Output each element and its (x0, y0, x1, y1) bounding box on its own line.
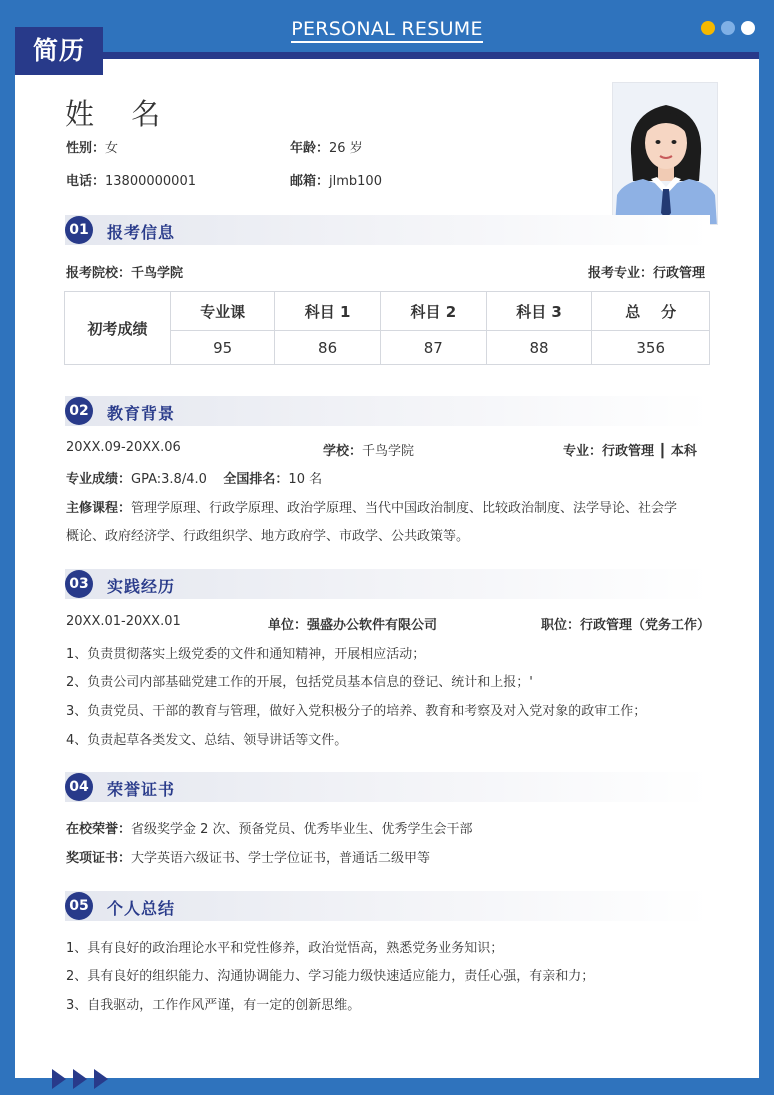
practice-period: 20XX.01-20XX.01 (66, 614, 181, 629)
section-number: 01 (65, 216, 93, 244)
score-header-row (65, 292, 710, 331)
score-value-cell: 87 (380, 331, 486, 365)
education-school: 学校：千鸟学院 (323, 444, 415, 459)
phone-field: 电话：13800000001 (66, 174, 196, 189)
score-header-cell: 科目 2 (380, 292, 486, 331)
section-number: 05 (65, 892, 93, 920)
section-header-honors (65, 772, 710, 802)
section-title: 实践经历 (107, 577, 176, 596)
decorative-dot-white (741, 21, 755, 35)
practice-item: 4、负责起草各类发文、总结、领导讲话等文件。 (66, 733, 348, 748)
decorative-dot-yellow (701, 21, 715, 35)
section-header-summary (65, 891, 710, 921)
decorative-arrow-icon (52, 1069, 66, 1089)
section-title: 荣誉证书 (107, 780, 176, 799)
practice-unit: 单位：强盛办公软件有限公司 (268, 618, 438, 633)
practice-item: 3、负责党员、干部的教育与管理，做好入党积极分子的培养、教育和考察及对入党对象的政审工作； (66, 704, 647, 719)
score-header-cell: 科目 1 (275, 292, 381, 331)
application-major: 报考专业：行政管理 (588, 266, 706, 281)
score-value-cell: 86 (275, 331, 381, 365)
resume-tag: 简历 (15, 27, 103, 75)
summary-item: 1、具有良好的政治理论水平和党性修养，政治觉悟高，熟悉党务业务知识； (66, 941, 504, 956)
score-header-cell: 科目 3 (486, 292, 592, 331)
application-school: 报考院校：千鸟学院 (66, 266, 184, 281)
score-value-cell: 356 (592, 331, 710, 365)
score-header-cell: 专业课 (171, 292, 275, 331)
honors-school: 在校荣誉：省级奖学金 2 次、预备党员、优秀毕业生、优秀学生会干部 (66, 822, 473, 837)
score-table (64, 291, 710, 365)
section-number: 02 (65, 397, 93, 425)
decorative-arrow-icon (73, 1069, 87, 1089)
candidate-name: 姓 名 (65, 97, 175, 131)
education-courses: 主修课程：管理学原理、行政学原理、政治学原理、当代中国政治制度、比较政治制度、法学导论、社会学 (66, 501, 678, 516)
section-header-practice (65, 569, 710, 599)
decorative-arrow-icon (94, 1069, 108, 1089)
section-title: 个人总结 (107, 899, 176, 918)
practice-position: 职位：行政管理（党务工作） (541, 618, 711, 633)
summary-item: 2、具有良好的组织能力、沟通协调能力、学习能力级快速适应能力，责任心强，有亲和力； (66, 969, 595, 984)
profile-photo (612, 82, 718, 225)
score-header-cell: 总 分 (592, 292, 710, 331)
section-header-education (65, 396, 710, 426)
section-number: 03 (65, 570, 93, 598)
age-field: 年龄：26 岁 (290, 141, 363, 156)
education-period: 20XX.09-20XX.06 (66, 440, 181, 455)
education-courses-cont: 概论、政府经济学、行政组织学、地方政府学、市政学、公共政策等。 (66, 529, 470, 544)
education-gpa: 专业成绩：GPA:3.8/4.0 全国排名：10 名 (66, 472, 323, 487)
practice-item: 1、负责贯彻落实上级党委的文件和通知精神，开展相应活动； (66, 647, 426, 662)
score-table-label: 初考成绩 (65, 292, 171, 365)
section-number: 04 (65, 773, 93, 801)
score-value-cell: 95 (171, 331, 275, 365)
email-field: 邮箱：jlmb100 (290, 174, 382, 189)
decorative-dot-light-blue (721, 21, 735, 35)
resume-header-title: PERSONAL RESUME (0, 18, 774, 40)
education-major: 专业：行政管理 ┃ 本科 (563, 444, 697, 459)
practice-item: 2、负责公司内部基础党建工作的开展，包括党员基本信息的登记、统计和上报；' (66, 675, 533, 690)
gender-field: 性别：女 (66, 141, 119, 156)
section-title: 报考信息 (107, 223, 176, 242)
summary-item: 3、自我驱动，工作作风严谨，有一定的创新思维。 (66, 998, 361, 1013)
honors-certificates: 奖项证书：大学英语六级证书、学士学位证书，普通话二级甲等 (66, 851, 431, 866)
section-title: 教育背景 (107, 404, 176, 423)
section-header-application (65, 215, 710, 245)
header-divider-bar (102, 52, 759, 59)
score-value-cell: 88 (486, 331, 592, 365)
